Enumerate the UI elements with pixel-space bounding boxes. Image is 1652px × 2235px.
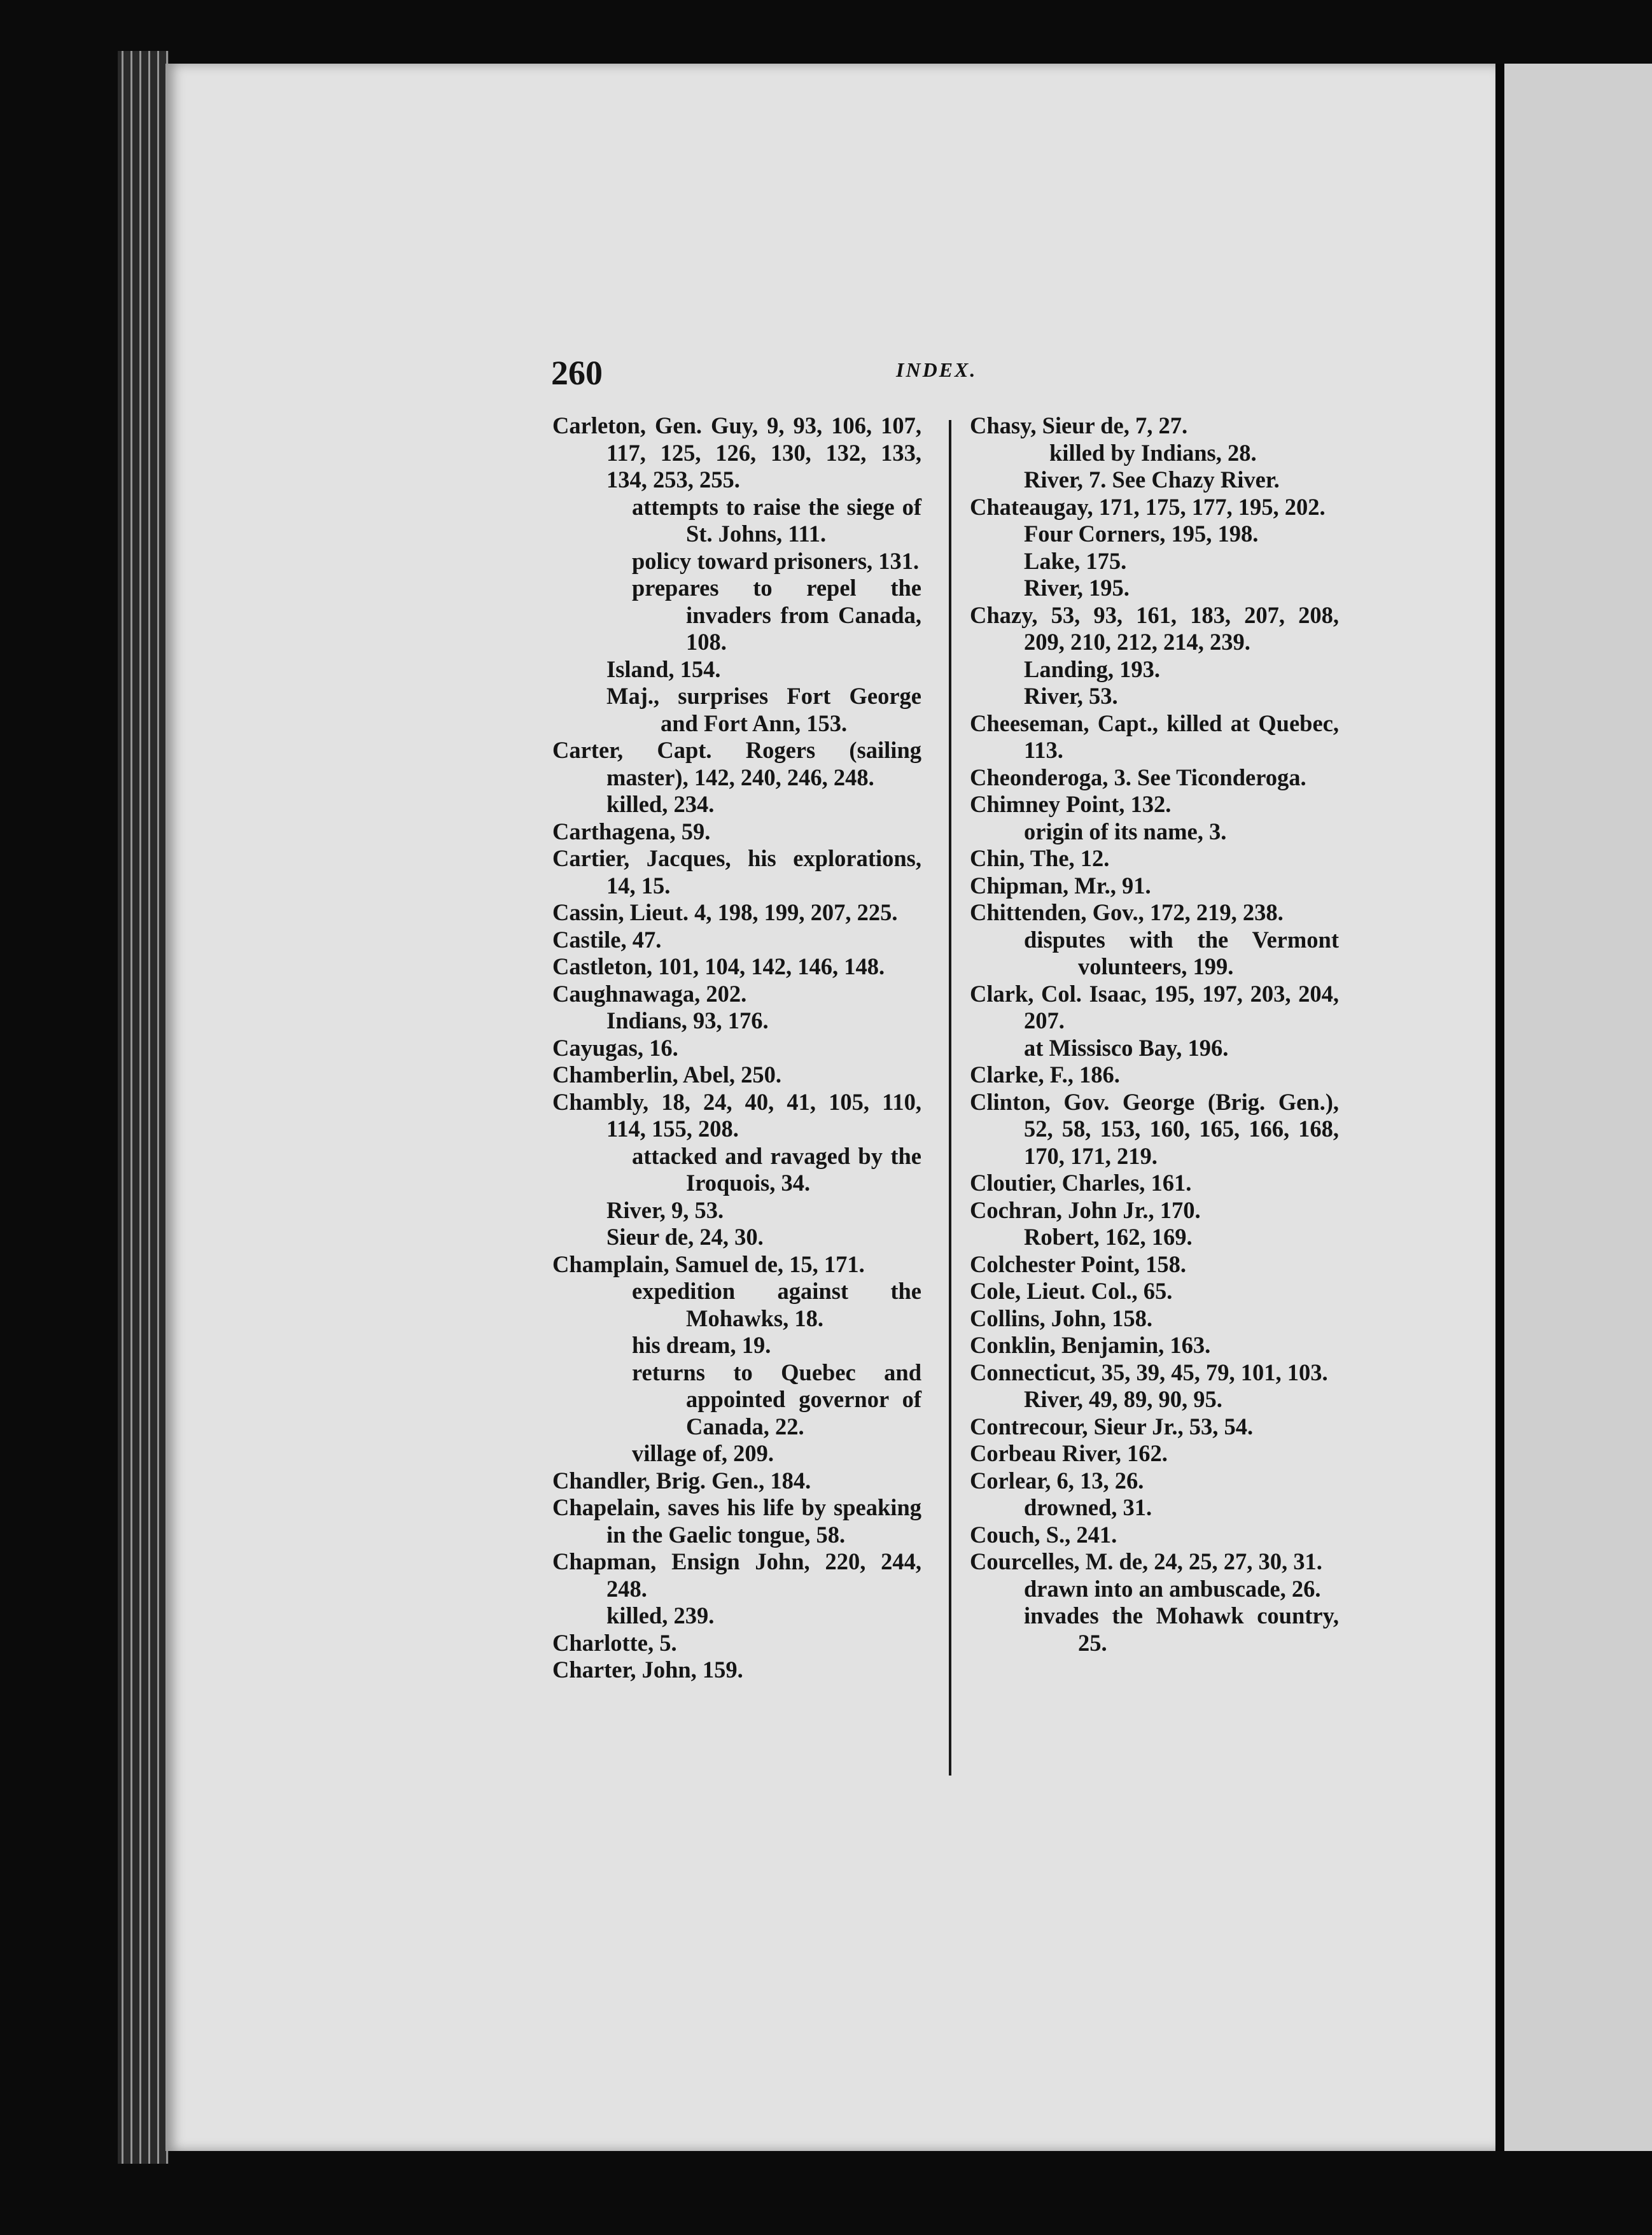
index-entry: River, 7. See Chazy River. bbox=[1024, 466, 1280, 493]
index-entry: Couch, S., 241. bbox=[970, 1521, 1117, 1548]
book-gutter bbox=[1495, 64, 1504, 2151]
index-entry: killed by Indians, 28. bbox=[1049, 439, 1257, 466]
index-entry: River, 195. bbox=[1024, 575, 1130, 601]
book-page-edges bbox=[118, 51, 169, 2164]
index-entry: Chin, The, 12. bbox=[970, 845, 1110, 871]
index-entry: Clinton, Gov. George (Brig. Gen.), 52, 58, 153, 160, 165, 166, 168, 170, 171, 219. bbox=[970, 1088, 1339, 1169]
index-entry: Caughnawaga, 202. bbox=[552, 980, 747, 1007]
index-entry: Chapman, Ensign John, 220, 244, 248. bbox=[552, 1548, 921, 1602]
index-entry: Chimney Point, 132. bbox=[970, 791, 1172, 817]
index-entry: attacked and ravaged by the Iroquois, 34. bbox=[632, 1142, 921, 1196]
index-entry: Chapelain, saves his life by speaking in the Gaelic tongue, 58. bbox=[552, 1494, 921, 1548]
index-entry: disputes with the Vermont volunteers, 199. bbox=[1024, 926, 1339, 979]
index-entry: Maj., surprises Fort George and Fort Ann, 153. bbox=[606, 683, 921, 736]
index-entry: Cheonderoga, 3. See Ticonderoga. bbox=[970, 764, 1306, 790]
index-entry: Charter, John, 159. bbox=[552, 1657, 743, 1683]
index-entry: Cole, Lieut. Col., 65. bbox=[970, 1278, 1173, 1304]
running-head: INDEX. bbox=[896, 358, 977, 381]
index-entry: origin of its name, 3. bbox=[1024, 818, 1227, 844]
index-entry: Cochran, John Jr., 170. bbox=[970, 1196, 1201, 1223]
index-entry: Robert, 162, 169. bbox=[1024, 1224, 1193, 1250]
index-entry: Landing, 193. bbox=[1024, 655, 1161, 682]
index-entry: Chasy, Sieur de, 7, 27. bbox=[970, 412, 1188, 438]
index-column-right bbox=[970, 412, 1339, 1657]
index-entry: village of, 209. bbox=[632, 1440, 774, 1466]
index-entry: drowned, 31. bbox=[1024, 1494, 1152, 1520]
index-entry: River, 53. bbox=[1024, 683, 1118, 709]
index-entry: returns to Quebec and appointed governor of Canada, 22. bbox=[632, 1359, 921, 1440]
index-entry: killed, 234. bbox=[606, 791, 715, 817]
index-entry: Connecticut, 35, 39, 45, 79, 101, 103. bbox=[970, 1359, 1328, 1385]
index-entry: Cartier, Jacques, his explorations, 14, 15. bbox=[552, 845, 921, 899]
index-entry: Castleton, 101, 104, 142, 146, 148. bbox=[552, 953, 885, 979]
index-entry: River, 49, 89, 90, 95. bbox=[1024, 1386, 1222, 1412]
index-entry: drawn into an ambuscade, 26. bbox=[1024, 1575, 1321, 1602]
index-entry: Courcelles, M. de, 24, 25, 27, 30, 31. bbox=[970, 1548, 1322, 1574]
index-column-left bbox=[552, 412, 921, 1684]
column-divider bbox=[949, 420, 951, 1776]
index-entry: policy toward prisoners, 131. bbox=[632, 547, 920, 574]
index-entry: prepares to repel the invaders from Canada, 108. bbox=[632, 575, 921, 655]
index-entry: Clark, Col. Isaac, 195, 197, 203, 204, 207. bbox=[970, 980, 1339, 1033]
index-entry: Carter, Capt. Rogers (sailing master), 142, 240, 246, 248. bbox=[552, 737, 921, 790]
index-entry: Carleton, Gen. Guy, 9, 93, 106, 107, 117, 125, 126, 130, 132, 133, 134, 253, 255. bbox=[552, 412, 921, 493]
index-entry: Castile, 47. bbox=[552, 926, 662, 953]
index-entry: Cayugas, 16. bbox=[552, 1034, 678, 1061]
index-entry: Chambly, 18, 24, 40, 41, 105, 110, 114, 155, 208. bbox=[552, 1088, 921, 1142]
index-entry: invades the Mohawk country, 25. bbox=[1024, 1602, 1339, 1656]
index-entry: Chazy, 53, 93, 161, 183, 207, 208, 209, 210, 212, 214, 239. bbox=[970, 601, 1339, 655]
index-entry: Colchester Point, 158. bbox=[970, 1251, 1186, 1277]
index-entry: Corlear, 6, 13, 26. bbox=[970, 1467, 1144, 1494]
index-entry: attempts to raise the siege of St. Johns, 111. bbox=[632, 493, 921, 547]
index-entry: Corbeau River, 162. bbox=[970, 1440, 1168, 1466]
index-entry: killed, 239. bbox=[606, 1602, 715, 1629]
index-entry: Cloutier, Charles, 161. bbox=[970, 1170, 1192, 1196]
index-entry: Cassin, Lieut. 4, 198, 199, 207, 225. bbox=[552, 899, 898, 925]
index-entry: Carthagena, 59. bbox=[552, 818, 711, 844]
page-header bbox=[551, 353, 984, 404]
index-entry: Chipman, Mr., 91. bbox=[970, 872, 1151, 899]
index-entry: Conklin, Benjamin, 163. bbox=[970, 1332, 1211, 1358]
index-entry: Contrecour, Sieur Jr., 53, 54. bbox=[970, 1413, 1254, 1440]
index-entry: River, 9, 53. bbox=[606, 1196, 724, 1223]
index-entry: Indians, 93, 176. bbox=[606, 1007, 769, 1033]
index-entry: Clarke, F., 186. bbox=[970, 1061, 1120, 1088]
index-entry: Four Corners, 195, 198. bbox=[1024, 521, 1259, 547]
index-entry: Island, 154. bbox=[606, 655, 721, 682]
index-entry: Collins, John, 158. bbox=[970, 1305, 1153, 1331]
index-entry: his dream, 19. bbox=[632, 1332, 771, 1358]
index-entry: Chittenden, Gov., 172, 219, 238. bbox=[970, 899, 1284, 925]
index-entry: Sieur de, 24, 30. bbox=[606, 1224, 764, 1250]
index-entry: Champlain, Samuel de, 15, 171. bbox=[552, 1251, 865, 1277]
index-entry: Cheeseman, Capt., killed at Quebec, 113. bbox=[970, 710, 1339, 763]
index-entry: Charlotte, 5. bbox=[552, 1629, 677, 1656]
index-entry: expedition against the Mohawks, 18. bbox=[632, 1278, 921, 1331]
index-entry: Chandler, Brig. Gen., 184. bbox=[552, 1467, 811, 1494]
index-entry: Chamberlin, Abel, 250. bbox=[552, 1061, 781, 1088]
page-number: 260 bbox=[551, 354, 603, 392]
index-entry: at Missisco Bay, 196. bbox=[1024, 1034, 1229, 1061]
index-entry: Chateaugay, 171, 175, 177, 195, 202. bbox=[970, 493, 1326, 520]
facing-page-edge bbox=[1504, 64, 1652, 2151]
index-entry: Lake, 175. bbox=[1024, 547, 1127, 574]
